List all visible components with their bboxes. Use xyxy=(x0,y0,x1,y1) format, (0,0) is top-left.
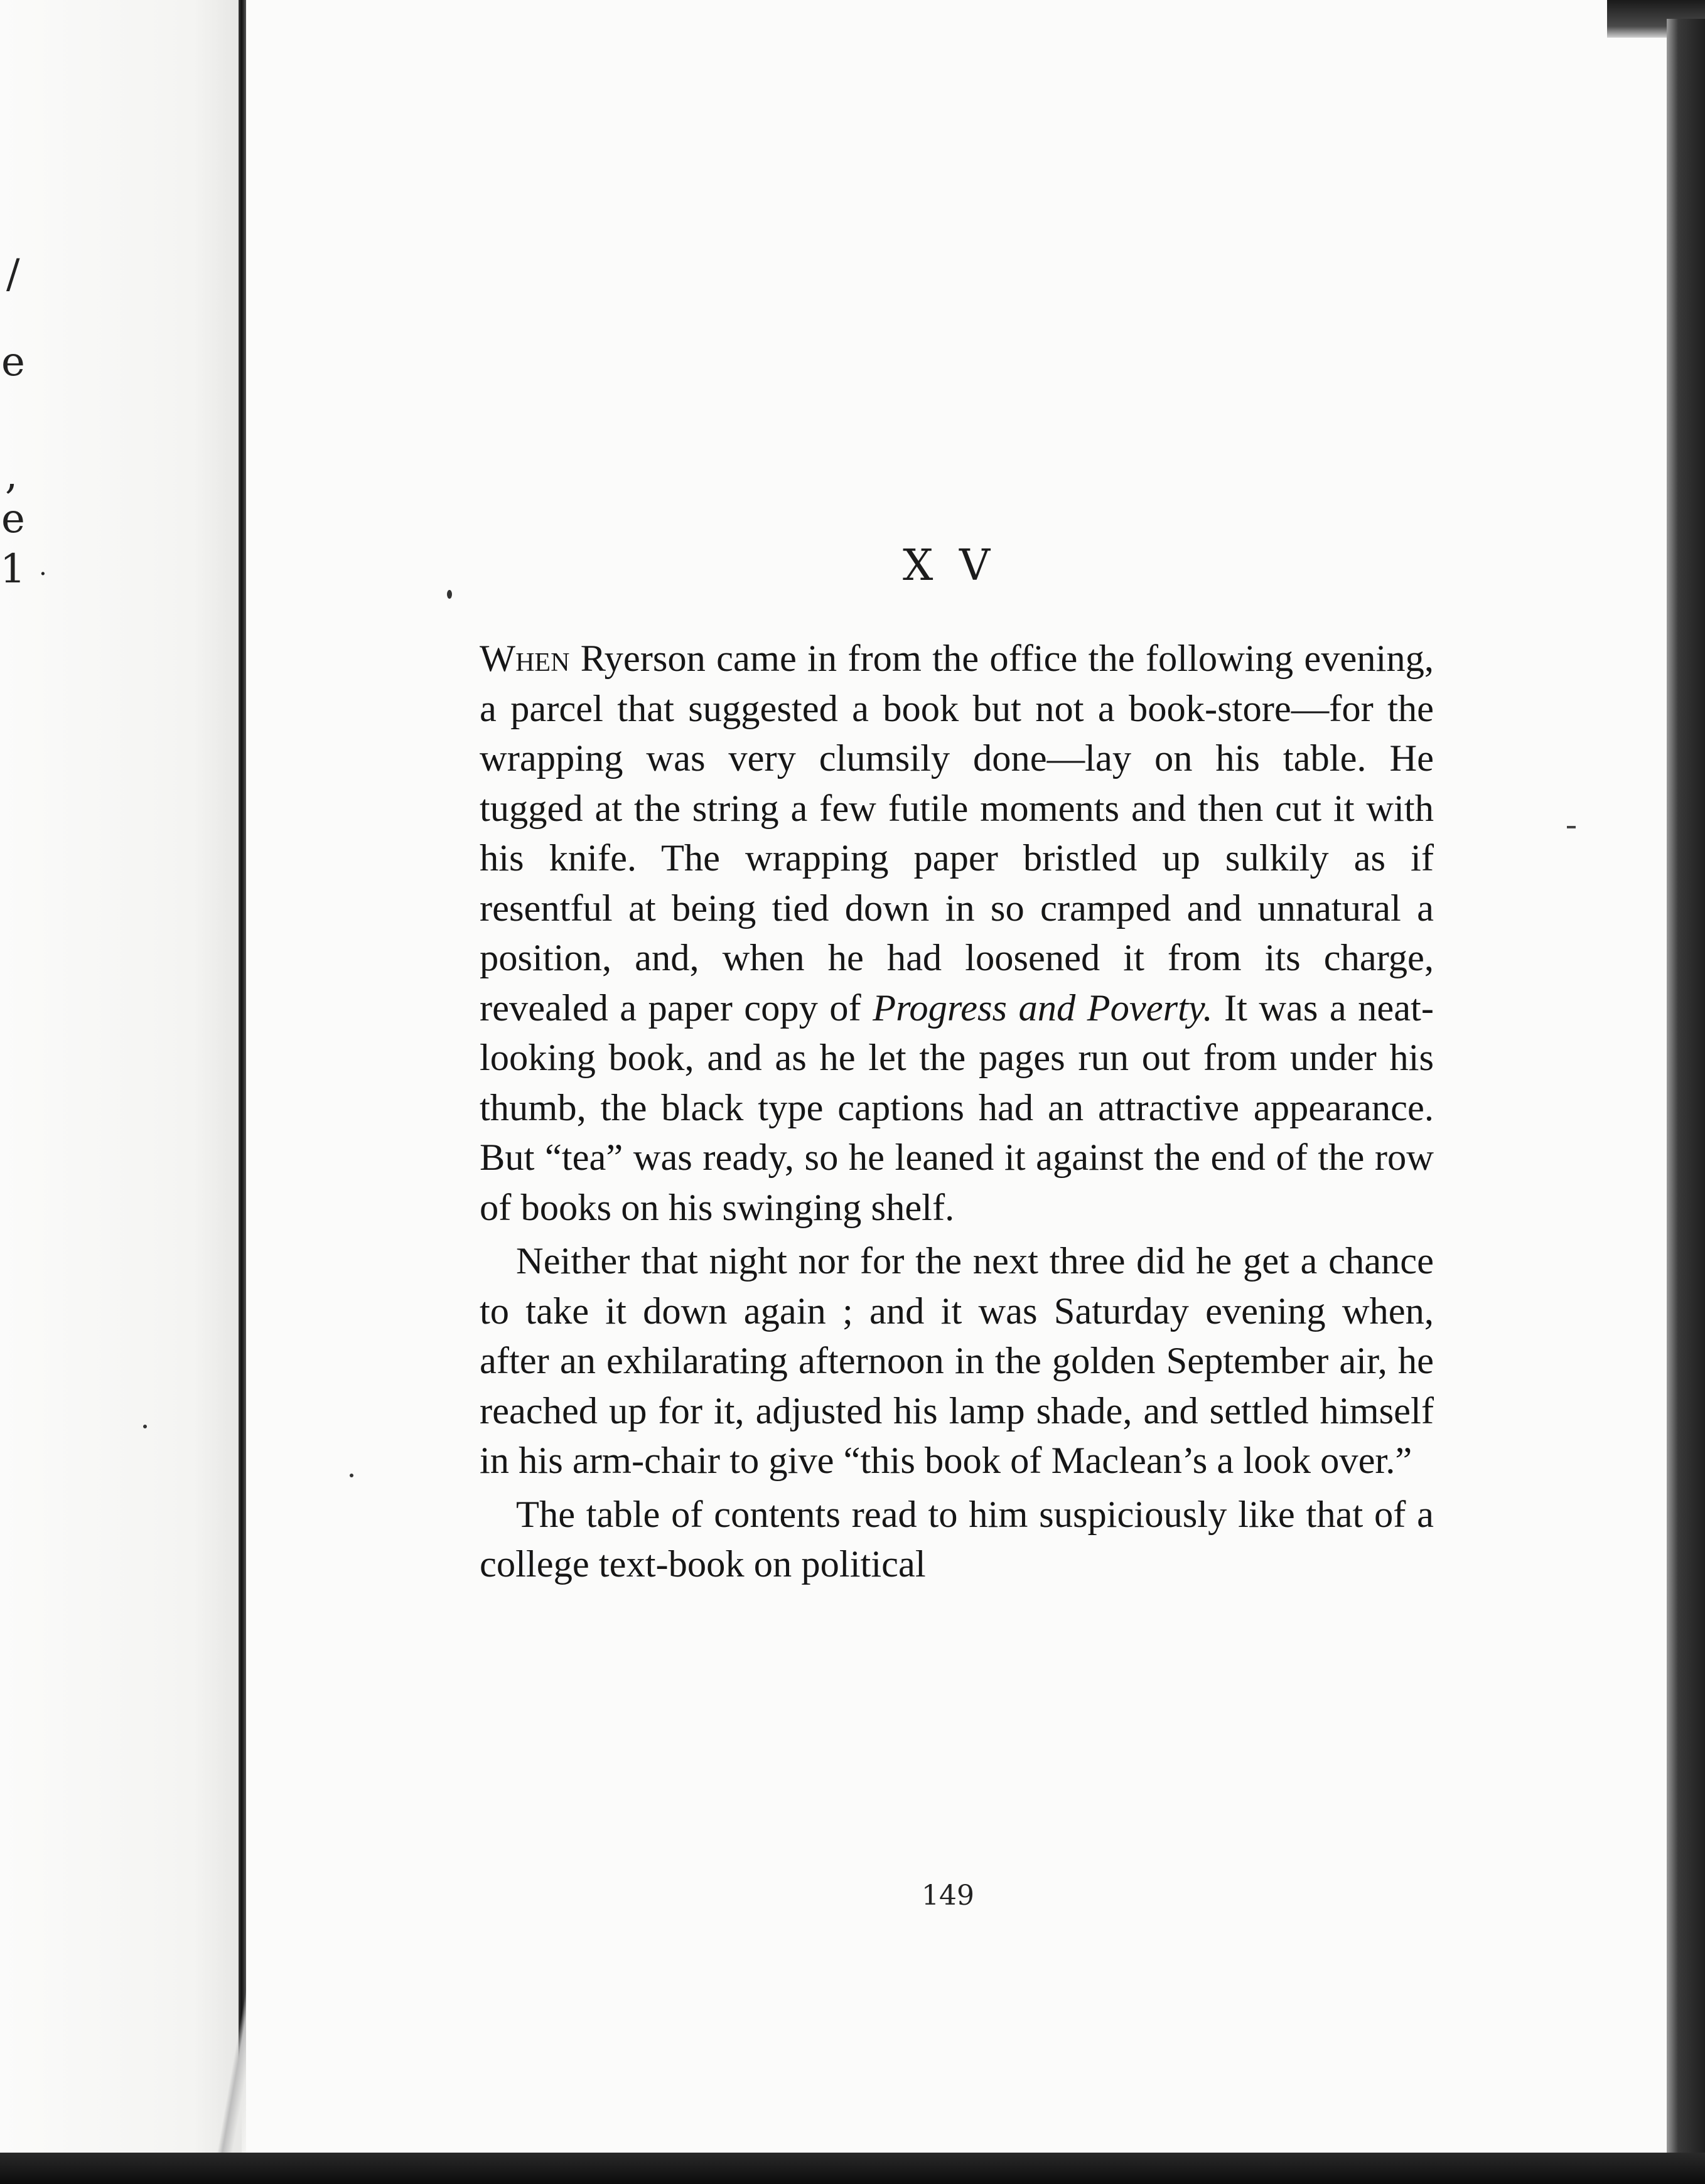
page-number: 149 xyxy=(922,1880,974,1912)
lead-small-caps: When xyxy=(480,638,570,680)
margin-dash xyxy=(1567,826,1576,828)
left-margin-glyph: e xyxy=(1,339,25,385)
scan-bottom-border xyxy=(0,2153,1705,2184)
ink-speck xyxy=(143,1425,147,1428)
paragraph-text: Ryerson came in from the office the following evening, a parcel that suggested a book but not a book-store—for the wrapping was very clumsily done—lay on his table. He tugged at the string a few futile moments and then cut it with his knife. The wrapping paper bristled up sulkily as if resentful at being tied down in so cramped and unnatural a position, and, when he had loosened it from its charge, revealed a paper copy of xyxy=(480,638,1434,1029)
chapter-heading: X V xyxy=(903,541,997,591)
left-margin-glyph: e xyxy=(1,496,25,542)
book-gutter xyxy=(239,0,246,2071)
ink-speck xyxy=(447,590,452,599)
left-margin-glyph: , xyxy=(5,452,18,498)
chapter-body xyxy=(480,634,1434,1593)
page-edge-right xyxy=(1667,19,1705,2159)
left-margin-glyph: 1 xyxy=(0,546,26,592)
left-margin-glyph: . xyxy=(39,552,47,581)
paragraph: The table of contents read to him suspiciously like that of a college text-book on political xyxy=(480,1493,1434,1585)
paragraph: Neither that night nor for the next three did he get a chance to take it down again ; and it was Saturday evening when, after an exhilarating afternoon in the golden September air, he reached up for it, adjusted his lamp shade, and settled himself in his arm-chair to give “this book of Maclean’s a look over.” xyxy=(480,1240,1434,1482)
paragraph-text: It was a neat-looking book, and as he let the pages run out from under his thumb, the black type captions had an attractive appearance. But “tea” was ready, so he leaned it against the end of the row of books on his swinging shelf. xyxy=(480,987,1434,1229)
book-title: Progress and Poverty. xyxy=(873,987,1213,1029)
left-margin-glyph: / xyxy=(6,251,20,297)
paragraph xyxy=(480,634,1434,1233)
ink-speck xyxy=(350,1474,353,1477)
left-facing-page xyxy=(0,0,242,2159)
